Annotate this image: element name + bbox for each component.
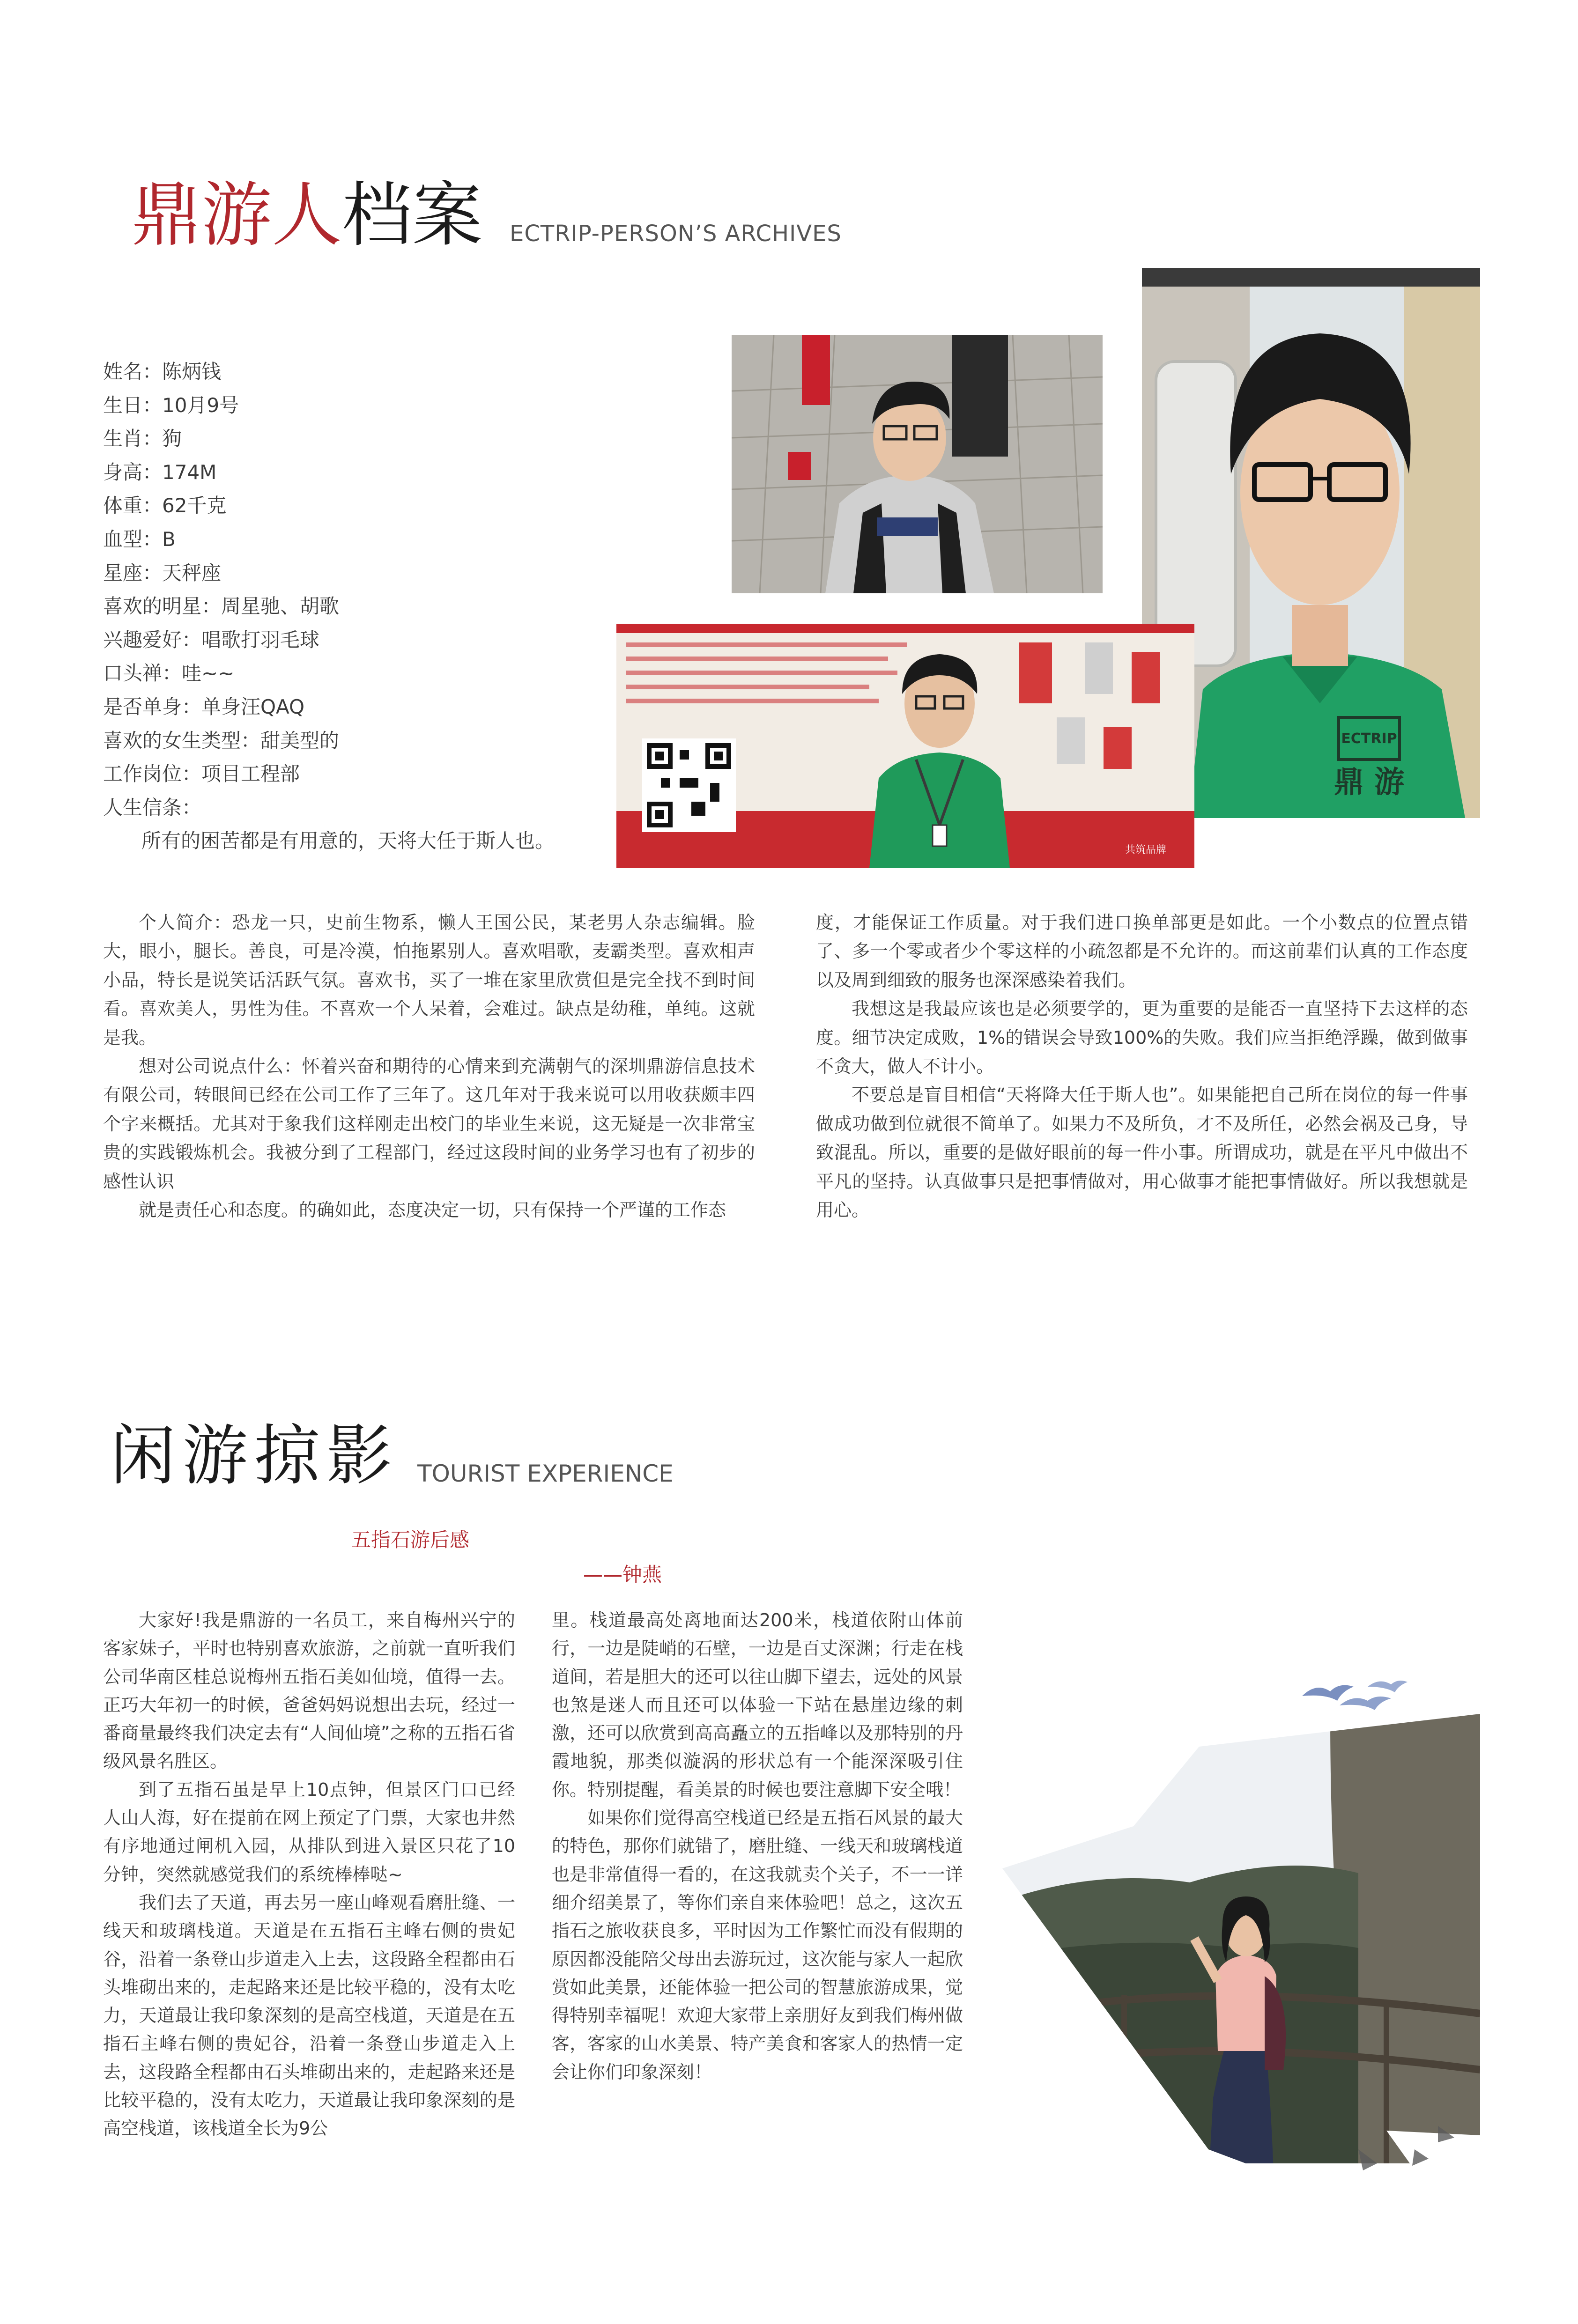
profile-single: 是否单身：单身汪QAQ [103, 695, 305, 718]
profile-favorite-stars: 喜欢的明星：周星驰、胡歌 [103, 595, 340, 618]
badge-text: ECTRIP [1341, 730, 1397, 747]
section2-title-english: TOURIST EXPERIENCE [417, 1460, 674, 1487]
profile-ideal-type: 喜欢的女生类型：甜美型的 [103, 729, 340, 752]
intro-left-column [103, 908, 755, 1225]
title-red-part: 鼎游人 [131, 175, 342, 256]
profile-zodiac: 生肖：狗 [103, 427, 182, 450]
article-left-column [103, 1606, 515, 2143]
photo-scenic-trail [1002, 1714, 1480, 2182]
article-paragraph: 我们去了天道，再去另一座山峰观看磨肚缝、一线天和玻璃栈道。天道是在五指石主峰右侧的贵妃谷，沿着一条登山步道走入上去，这段路全程都由石头堆砌出来的，走起路来还是比较平稳的，没有太吃力，天道最让我印象深刻的是高空栈道，天道是在五指石主峰右侧的贵妃谷，沿着一条登山步道走入上去，这段路全程都由石头堆砌出来的，走起路来还是比较平稳的，没有太吃力，天道最让我印象深刻的是高空栈道，该栈道全长为9公 [103, 1892, 515, 2139]
intro-paragraph: 想对公司说点什么：怀着兴奋和期待的心情来到充满朝气的深圳鼎游信息技术有限公司，转眼间已经在公司工作了三年了。这几年对于我来说可以用收获颇丰四个字来概括。尤其对于象我们这样刚走出校门的毕业生来说，这无疑是一次非常宝贵的实践锻炼机会。我被分到了工程部门，经过这段时间的业务学习也有了初步的感性认识 [103, 1056, 755, 1192]
article-paragraph: 到了五指石虽是早上10点钟，但景区门口已经人山人海，好在提前在网上预定了门票，大家也井然有序地通过闸机入园，从排队到进入景区只花了10分钟，突然就感觉我们的系统棒棒哒~ [103, 1779, 515, 1885]
article-right-column [552, 1606, 963, 2086]
article-paragraph: 里。栈道最高处离地面达200米，栈道依附山体前行，一边是陡峭的石壁，一边是百丈深渊；行走在栈道间，若是胆大的还可以往山脚下望去，远处的风景也煞是迷人而且还可以体验一下站在悬崖边缘的刺激，还可以欣赏到高高矗立的五指峰以及那特别的丹霞地貌，那类似漩涡的形状总有一个能深深吸引住你。特别提醒，看美景的时候也要注意脚下安全哦！ [552, 1610, 963, 1800]
profile-height: 身高：174M [103, 460, 217, 484]
article-title: 五指石游后感 [351, 1528, 470, 1551]
intro-right-column [816, 908, 1468, 1225]
intro-paragraph: 个人简介：恐龙一只，史前生物系，懒人王国公民，某老男人杂志编辑。脸大，眼小，腿长。善良，可是冷漠，怕拖累别人。喜欢唱歌，麦霸类型。喜欢相声小品，特长是说笑话活跃气氛。喜欢书，买了一堆在家里欣赏但是完全找不到时间看。喜欢美人，男性为佳。不喜欢一个人呆着，会难过。缺点是幼稚，单纯。这就是我。 [103, 912, 755, 1048]
profile-blood-type: 血型：B [103, 527, 176, 551]
article-paragraph: 如果你们觉得高空栈道已经是五指石风景的最大的特色，那你们就错了，磨肚缝、一线天和玻璃栈道也是非常值得一看的，在这我就卖个关子，不一一详细介绍美景了，等你们亲自来体验吧！总之，这次五指石之旅收获良多，平时因为工作繁忙而没有假期的原因都没能陪父母出去游玩过，这次能与家人一起欣赏如此美景，还能体验一把公司的智慧旅游成果，觉得特别幸福呢！欢迎大家带上亲朋好友到我们梅州做客，客家的山水美景、特产美食和客家人的热情一定会让你们印象深刻！ [552, 1808, 963, 2082]
title-english: ECTRIP-PERSON’S ARCHIVES [510, 221, 842, 247]
profile-creed-label: 人生信条： [103, 796, 202, 819]
photo-exhibition-booth [616, 624, 1194, 868]
profile-creed-text: 所有的困苦都是有用意的，天将大任于斯人也。 [141, 829, 555, 853]
article-author: ——钟燕 [583, 1563, 662, 1586]
shirt-text: 鼎 游 [1334, 765, 1405, 800]
profile-weight: 体重：62千克 [103, 494, 227, 517]
birds-decoration [1297, 1673, 1410, 1719]
intro-paragraph: 我想这是我最应该也是必须要学的，更为重要的是能否一直坚持下去这样的态度。细节决定成败，1%的错误会导致100%的失败。我们应当拒绝浮躁，做到做事不贪大，做人不计小。 [816, 998, 1468, 1077]
archives-title [131, 166, 842, 256]
profile-hobbies: 兴趣爱好：唱歌打羽毛球 [103, 628, 320, 651]
intro-paragraph: 度，才能保证工作质量。对于我们进口换单部更是如此。一个小数点的位置点错了、多一个零或者少个零这样的小疏忽都是不允许的。而这前辈们认真的工作态度以及周到细致的服务也深深感染着我们。 [816, 912, 1468, 990]
section2-title: 闲游掠影 [110, 1418, 399, 1494]
intro-paragraph: 不要总是盲目相信“天将降大任于斯人也”。如果能把自己所在岗位的每一件事做成功做到位就很不简单了。如果力不及所负，才不及所任，必然会祸及己身，导致混乱。所以，重要的是做好眼前的每一件小事。所谓成功，就是在平凡中做出不平凡的坚持。认真做事只是把事情做对，用心做事才能把事情做好。所以我想就是用心。 [816, 1085, 1468, 1221]
article-paragraph: 大家好!我是鼎游的一名员工，来自梅州兴宁的客家妹子，平时也特别喜欢旅游，之前就一直听我们公司华南区桂总说梅州五指石美如仙境，值得一去。正巧大年初一的时候，爸爸妈妈说想出去玩，经过一番商量最终我们决定去有“人间仙境”之称的五指石省级风景名胜区。 [103, 1610, 515, 1772]
profile-name: 姓名：陈炳钱 [103, 360, 222, 383]
photo-street [732, 335, 1103, 593]
profile-list [103, 355, 609, 858]
tourist-experience-title [110, 1409, 674, 1494]
profile-position: 工作岗位：项目工程部 [103, 762, 300, 786]
title-dark-part: 档案 [342, 175, 483, 256]
profile-catchphrase: 口头禅：哇~~ [103, 662, 235, 685]
intro-paragraph: 就是责任心和态度。的确如此，态度决定一切，只有保持一个严谨的工作态 [139, 1200, 726, 1221]
banner-text: 共筑品牌 [1125, 844, 1167, 856]
profile-birthday: 生日：10月9号 [103, 393, 239, 417]
profile-constellation: 星座：天秤座 [103, 561, 222, 584]
